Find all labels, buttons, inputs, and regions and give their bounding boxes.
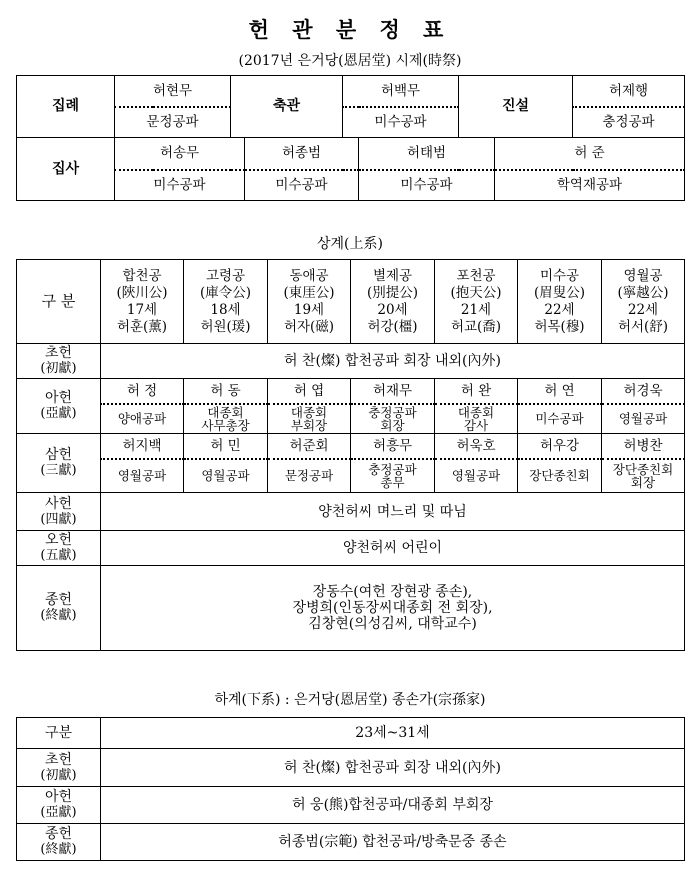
ancestor-hanja: (抱天公) bbox=[450, 284, 502, 301]
ohun-label-text: 오헌 bbox=[44, 532, 73, 548]
lower-ahun-label-text: 아헌 bbox=[44, 789, 73, 805]
samhun-clan: 영월공파 bbox=[435, 459, 518, 493]
lower-chohun-label bbox=[17, 749, 101, 787]
samhun-label-hanja: (三獻) bbox=[40, 463, 77, 478]
jipsa-name: 허태범 bbox=[359, 138, 495, 170]
ahun-name: 허재무 bbox=[351, 379, 435, 404]
ancestor-hanja: (陜川公) bbox=[116, 284, 168, 301]
ancestor-column bbox=[268, 260, 351, 344]
lower-heading: 하계(下系) : 은거당(恩居堂) 종손가(宗孫家) bbox=[214, 692, 486, 708]
ancestor-title: 별제공 bbox=[372, 267, 413, 284]
jinseol-name: 허제행 bbox=[573, 76, 685, 107]
lower-ahun-label bbox=[17, 787, 101, 824]
chohun-label bbox=[17, 344, 101, 379]
chukgwan-name: 허백무 bbox=[343, 76, 459, 107]
samhun-clan: 문정공파 bbox=[268, 459, 351, 493]
ancestor-generation: 21세 bbox=[460, 301, 492, 318]
jonghun-line: 장동수(여헌 장현광 종손), bbox=[312, 584, 473, 600]
lower-jonghun-label-text: 종헌 bbox=[44, 826, 73, 842]
sahun-label-text: 사헌 bbox=[44, 495, 73, 512]
ancestor-generation: 20세 bbox=[377, 301, 408, 318]
jonghun-label bbox=[17, 566, 101, 651]
ancestor-title: 동애공 bbox=[289, 267, 329, 284]
jinseol-label: 진설 bbox=[459, 76, 573, 138]
chukgwan-label: 축관 bbox=[231, 76, 343, 138]
jipsa-clan: 미수공파 bbox=[245, 170, 359, 201]
samhun-name: 허우강 bbox=[518, 434, 602, 459]
samhun-name: 허욱호 bbox=[435, 434, 518, 459]
ancestor-column bbox=[351, 260, 435, 344]
samhun-name: 허병찬 bbox=[602, 434, 685, 459]
ancestor-person: 허목(穆) bbox=[534, 318, 585, 335]
gubun-label: 구 분 bbox=[17, 260, 101, 344]
jipsa-name: 허 준 bbox=[495, 138, 685, 170]
ahun-clan: 영월공파 bbox=[602, 404, 685, 434]
ancestor-person: 허서(舒) bbox=[617, 318, 669, 335]
ancestor-hanja: (寧越公) bbox=[617, 284, 669, 301]
ancestor-hanja: (別提公) bbox=[366, 284, 419, 301]
samhun-clan: 장단종친회 회장 bbox=[602, 459, 685, 493]
upper-table bbox=[16, 259, 685, 651]
jipsa-clan: 미수공파 bbox=[115, 170, 245, 201]
ancestor-person: 허원(瑗) bbox=[200, 318, 251, 335]
samhun-clan: 장단종친회 bbox=[518, 459, 602, 493]
ancestor-title: 합천공 bbox=[122, 267, 162, 284]
samhun-name: 허지백 bbox=[101, 434, 184, 459]
jipsa-clan: 미수공파 bbox=[359, 170, 495, 201]
chohun-label-hanja: (初獻) bbox=[40, 361, 77, 376]
page-subtitle: (2017년 은거당(恩居堂) 시제(時祭) bbox=[238, 53, 462, 69]
ancestor-person: 허교(喬) bbox=[450, 318, 502, 335]
sahun-label bbox=[17, 493, 101, 531]
chukgwan-clan: 미수공파 bbox=[343, 107, 459, 138]
ahun-clan: 미수공파 bbox=[518, 404, 602, 434]
jipsa-name: 허종범 bbox=[245, 138, 359, 170]
ancestor-person: 허훈(薰) bbox=[116, 318, 168, 335]
ahun-name: 허 엽 bbox=[268, 379, 351, 404]
samhun-clan: 영월공파 bbox=[184, 459, 268, 493]
jonghun-line: 김창현(의성김씨, 대학교수) bbox=[308, 616, 477, 632]
lower-chohun-text: 허 찬(燦) 합천공파 회장 내외(內外) bbox=[101, 749, 685, 787]
ohun-label-hanja: (五獻) bbox=[40, 548, 77, 563]
ancestor-person: 허자(磁) bbox=[283, 318, 335, 335]
ancestor-hanja: (東厓公) bbox=[283, 284, 335, 301]
chohun-text: 허 찬(燦) 합천공파 회장 내외(內外) bbox=[101, 344, 685, 379]
jinseol-clan: 충정공파 bbox=[573, 107, 685, 138]
ahun-clan: 대종회 사무총장 bbox=[184, 404, 268, 434]
lower-jonghun-text: 허종범(宗範) 합천공파/방축문중 종손 bbox=[101, 824, 685, 861]
samhun-clan: 충정공파 총무 bbox=[351, 459, 435, 493]
sahun-text: 양천허씨 며느리 및 따님 bbox=[101, 493, 685, 531]
ahun-clan: 대종회 부회장 bbox=[268, 404, 351, 434]
upper-heading: 상계(上系) bbox=[317, 236, 383, 252]
ancestor-title: 고령공 bbox=[205, 267, 246, 284]
jiprye-clan: 문정공파 bbox=[115, 107, 231, 138]
ancestor-generation: 22세 bbox=[544, 301, 575, 318]
ahun-label-hanja: (亞獻) bbox=[40, 406, 77, 421]
lower-chohun-label-text: 초헌 bbox=[44, 751, 73, 768]
ahun-clan: 양애공파 bbox=[101, 404, 184, 434]
chohun-label-text: 초헌 bbox=[44, 345, 73, 361]
ahun-label-text: 아헌 bbox=[44, 390, 73, 406]
jonghun-text bbox=[101, 566, 685, 651]
ancestor-generation: 22세 bbox=[627, 301, 659, 318]
ancestor-hanja: (眉叟公) bbox=[533, 284, 586, 301]
jonghun-line: 장병희(인동장씨대종회 전 회장), bbox=[292, 600, 493, 616]
ahun-clan: 충정공파 회장 bbox=[351, 404, 435, 434]
samhun-label-text: 삼헌 bbox=[44, 447, 73, 463]
jonghun-label-hanja: (終獻) bbox=[40, 608, 77, 623]
ancestor-title: 영월공 bbox=[623, 267, 663, 284]
jiprye-name: 허현무 bbox=[115, 76, 231, 107]
ahun-name: 허 정 bbox=[101, 379, 184, 404]
ancestor-generation: 17세 bbox=[126, 301, 158, 318]
ancestor-title: 미수공 bbox=[539, 267, 580, 284]
ancestor-person: 허강(橿) bbox=[367, 318, 418, 335]
lower-ahun-label-hanja: (亞獻) bbox=[40, 805, 77, 820]
jipsa-clan: 학역재공파 bbox=[495, 170, 685, 201]
ancestor-column bbox=[602, 260, 685, 344]
ahun-name: 허 완 bbox=[435, 379, 518, 404]
officiant-table bbox=[16, 75, 685, 201]
ancestor-hanja: (庫令公) bbox=[199, 284, 252, 301]
samhun-name: 허흥무 bbox=[351, 434, 435, 459]
jipsa-name: 허송무 bbox=[115, 138, 245, 170]
ahun-clan: 대종회 감사 bbox=[435, 404, 518, 434]
ahun-label bbox=[17, 379, 101, 434]
sahun-label-hanja: (四獻) bbox=[40, 511, 77, 527]
ahun-name: 허경욱 bbox=[602, 379, 685, 404]
ancestor-column bbox=[101, 260, 184, 344]
ancestor-generation: 18세 bbox=[210, 301, 241, 318]
jonghun-label-text: 종헌 bbox=[44, 592, 73, 608]
samhun-label bbox=[17, 434, 101, 493]
ancestor-generation: 19세 bbox=[293, 301, 325, 318]
ohun-label bbox=[17, 531, 101, 566]
lower-chohun-label-hanja: (初獻) bbox=[40, 767, 77, 783]
jipsa-label: 집사 bbox=[17, 138, 115, 201]
lower-gubun-label: 구분 bbox=[17, 718, 101, 749]
samhun-name: 허 민 bbox=[184, 434, 268, 459]
ahun-name: 허 연 bbox=[518, 379, 602, 404]
ancestor-column bbox=[184, 260, 268, 344]
ahun-name: 허 동 bbox=[184, 379, 268, 404]
lower-gen-range: 23세~31세 bbox=[101, 718, 685, 749]
ancestor-title: 포천공 bbox=[456, 267, 496, 284]
lower-table bbox=[16, 717, 685, 861]
lower-jonghun-label bbox=[17, 824, 101, 861]
jiprye-label: 집례 bbox=[17, 76, 115, 138]
samhun-name: 허준회 bbox=[268, 434, 351, 459]
ohun-text: 양천허씨 어린이 bbox=[101, 531, 685, 566]
ancestor-column bbox=[435, 260, 518, 344]
lower-jonghun-label-hanja: (終獻) bbox=[40, 842, 77, 857]
ancestor-column bbox=[518, 260, 602, 344]
lower-ahun-text: 허 웅(熊)합천공파/대종회 부회장 bbox=[101, 787, 685, 824]
page-title: 헌 관 분 정 표 bbox=[248, 17, 452, 42]
samhun-clan: 영월공파 bbox=[101, 459, 184, 493]
